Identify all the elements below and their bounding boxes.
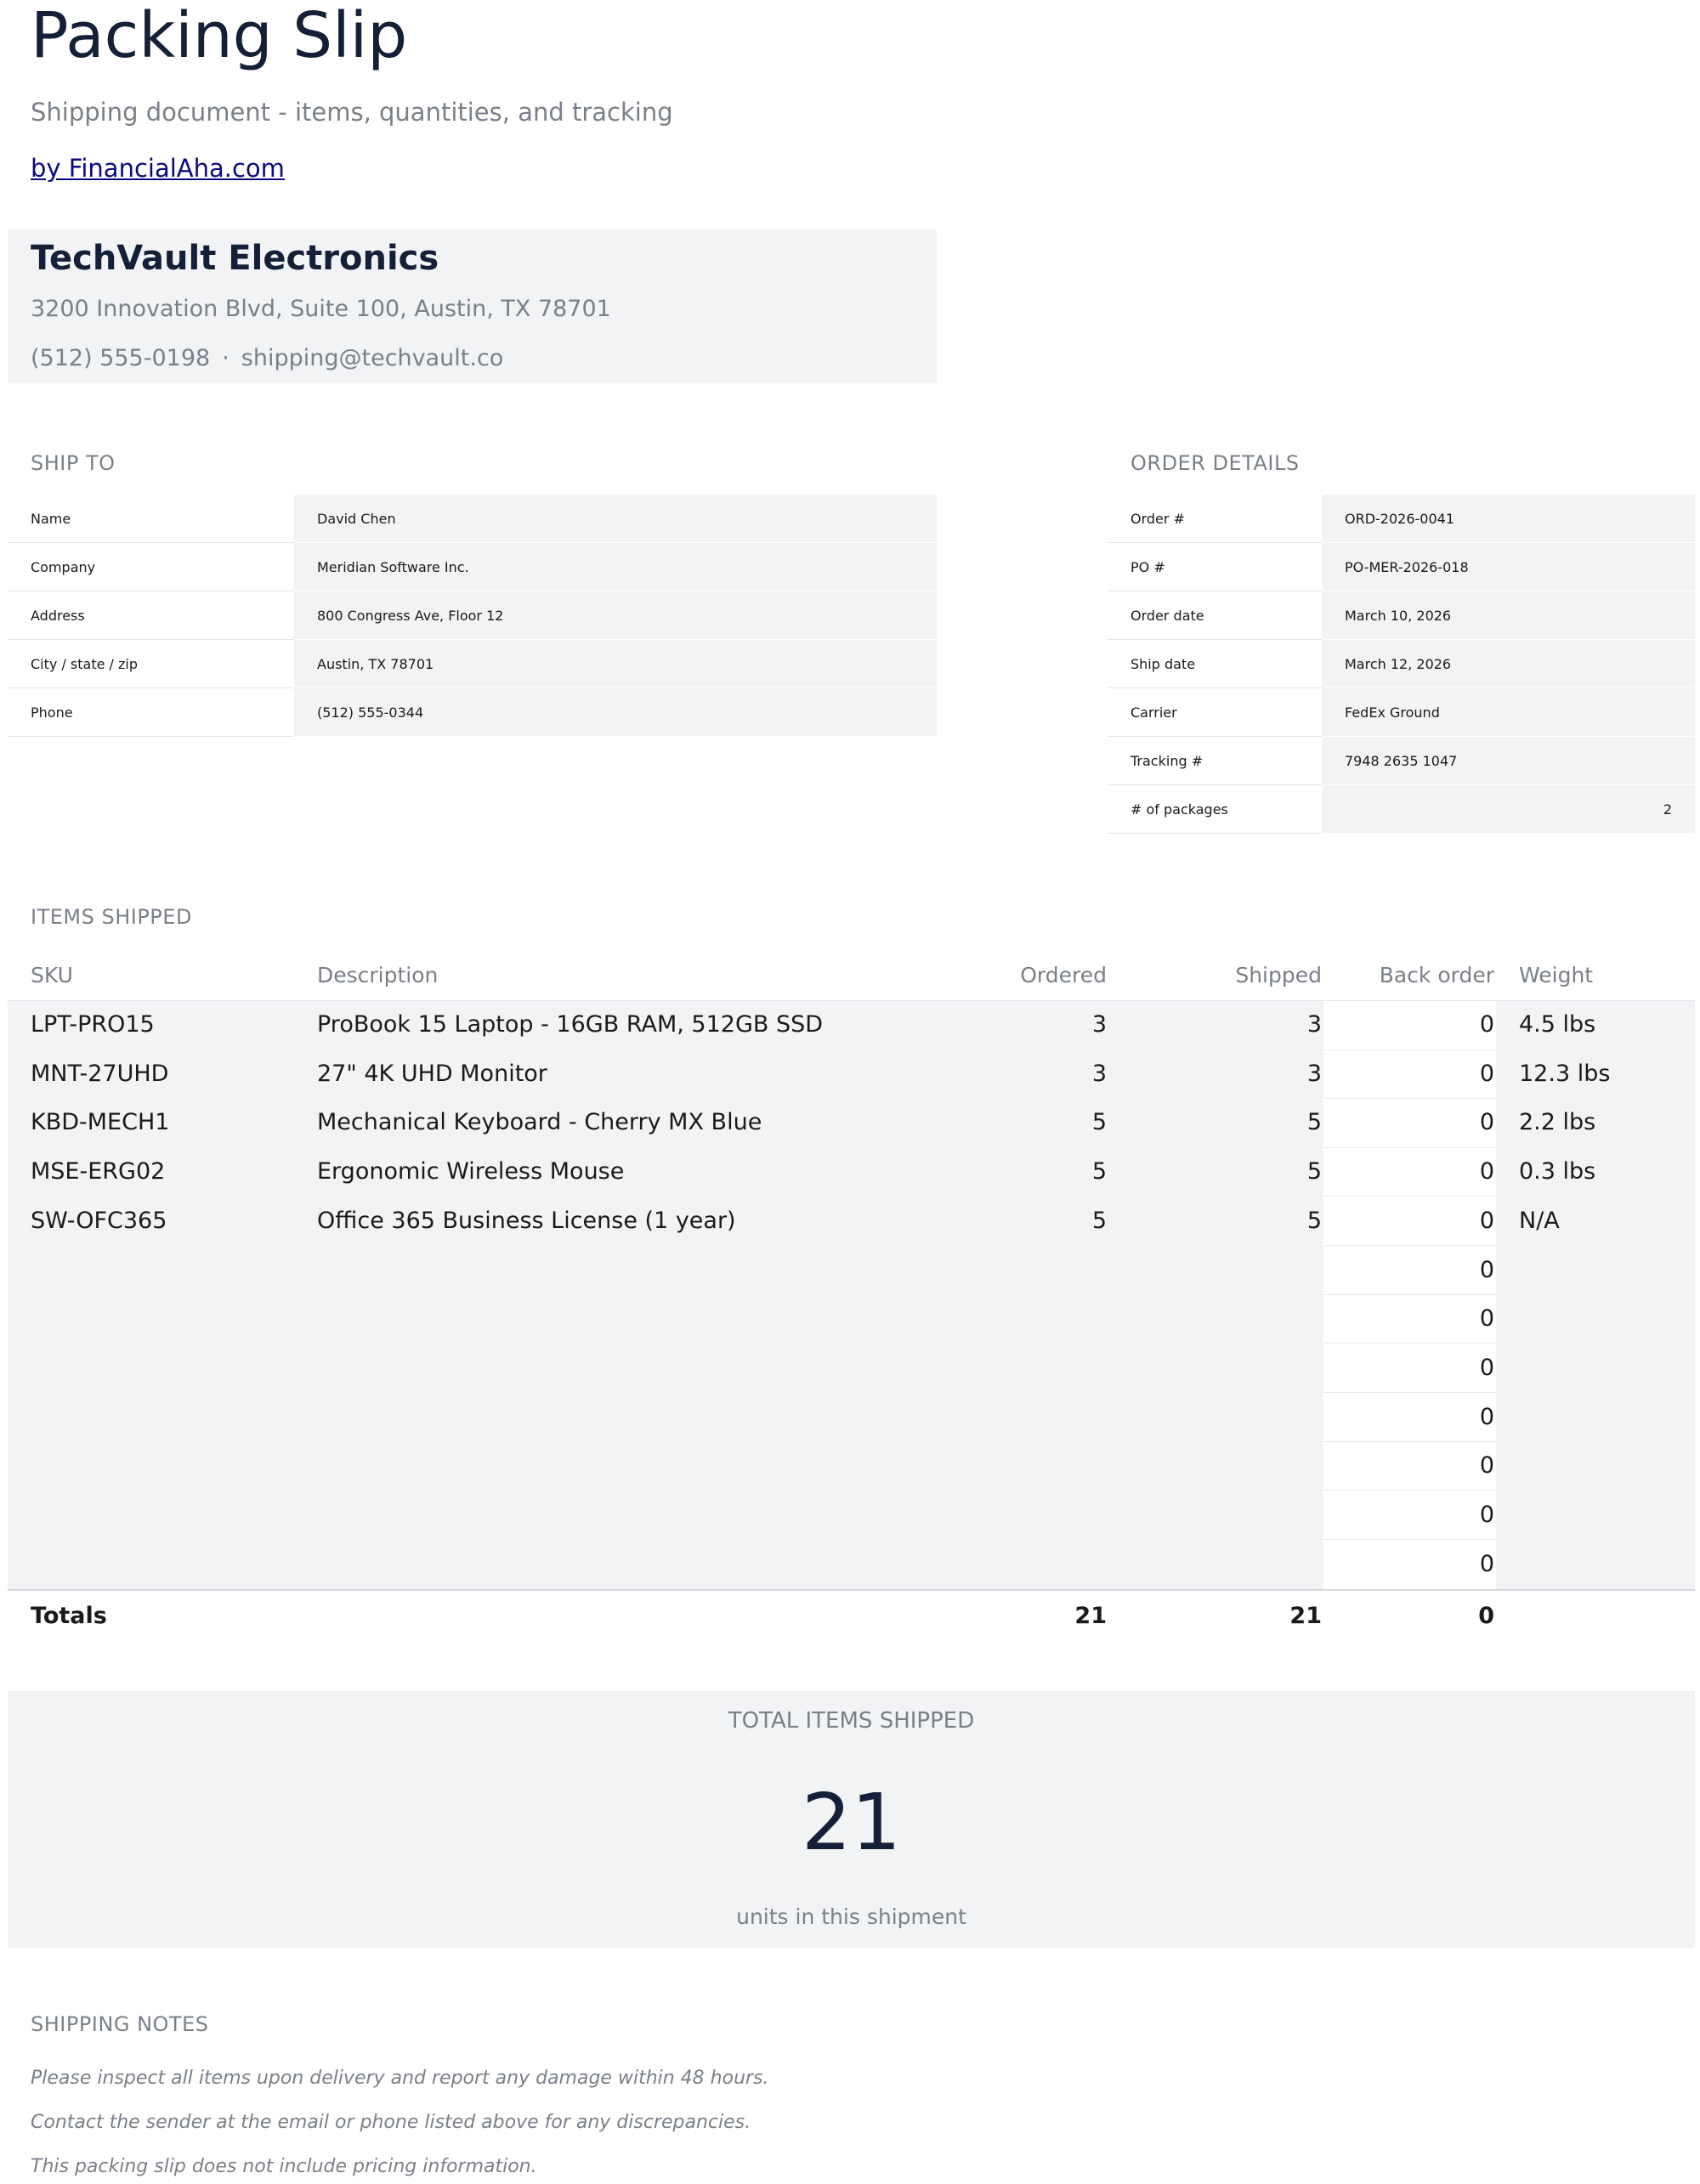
item-weight: 0.3 lbs: [1519, 1158, 1596, 1185]
ship-to-key: Address: [8, 591, 294, 640]
ship-to-row: [8, 640, 937, 688]
item-description: 27" 4K UHD Monitor: [317, 1060, 547, 1087]
item-back-order: 0: [1479, 1207, 1494, 1234]
totals-shipped: 21: [1289, 1603, 1322, 1629]
items-totals-row: [8, 1589, 1695, 1645]
order-details-row: [1108, 785, 1695, 834]
item-sku: SW-OFC365: [31, 1207, 167, 1234]
item-back-order: 0: [1479, 1550, 1494, 1577]
order-details-value: 2: [1322, 785, 1695, 834]
ship-to-row: [8, 495, 937, 543]
totals-back-order: 0: [1478, 1603, 1494, 1629]
company-contact: [31, 344, 503, 373]
ship-to-row: [8, 688, 937, 737]
order-details-value: PO-MER-2026-018: [1322, 543, 1695, 591]
totals-label: Totals: [31, 1603, 107, 1629]
order-details-value: March 10, 2026: [1322, 591, 1695, 640]
table-row: [8, 1050, 1695, 1099]
item-back-order: 0: [1479, 1256, 1494, 1283]
item-back-order: 0: [1479, 1158, 1494, 1185]
order-details-label: ORDER DETAILS: [1130, 451, 1300, 475]
shipping-note: Contact the sender at the email or phone listed above for any discrepancies.: [31, 2112, 751, 2133]
item-description: Mechanical Keyboard - Cherry MX Blue: [317, 1109, 762, 1136]
total-items-panel: [8, 1691, 1695, 1948]
ship-to-value: Meridian Software Inc.: [294, 543, 937, 591]
item-back-order: 0: [1479, 1502, 1494, 1528]
item-shipped: 3: [1306, 1060, 1322, 1087]
ship-to-value: 800 Congress Ave, Floor 12: [294, 591, 937, 640]
item-back-order: 0: [1479, 1109, 1494, 1136]
item-shipped: 5: [1306, 1207, 1322, 1234]
order-details-key: # of packages: [1108, 785, 1322, 834]
table-row: [8, 1344, 1695, 1393]
contact-separator: ·: [222, 345, 230, 371]
item-sku: MNT-27UHD: [31, 1060, 169, 1087]
ship-to-key: Company: [8, 543, 294, 591]
order-details-row: [1108, 737, 1695, 785]
totals-ordered: 21: [1074, 1603, 1107, 1629]
item-ordered: 5: [1091, 1158, 1107, 1185]
item-ordered: 3: [1091, 1060, 1107, 1087]
item-sku: KBD-MECH1: [31, 1109, 170, 1136]
shipping-notes-label: SHIPPING NOTES: [31, 2012, 209, 2036]
order-details-value: FedEx Ground: [1322, 688, 1695, 737]
page-title: Packing Slip: [31, 0, 408, 72]
order-details-row: [1108, 543, 1695, 591]
ship-to-key: Phone: [8, 688, 294, 737]
column-header-ordered: Ordered: [1020, 963, 1107, 987]
order-details-row: [1108, 591, 1695, 640]
table-row: [8, 1491, 1695, 1540]
order-details-key: Carrier: [1108, 688, 1322, 737]
item-back-order: 0: [1479, 1305, 1494, 1332]
item-back-order: 0: [1479, 1452, 1494, 1480]
item-ordered: 5: [1091, 1109, 1107, 1136]
item-ordered: 3: [1091, 1011, 1107, 1038]
order-details-key: Order date: [1108, 591, 1322, 640]
table-row: [8, 1246, 1695, 1295]
table-row: [8, 1147, 1695, 1197]
order-details-value: March 12, 2026: [1322, 640, 1695, 688]
order-details-key: Order #: [1108, 495, 1322, 543]
item-shipped: 5: [1306, 1109, 1322, 1136]
ship-to-value: Austin, TX 78701: [294, 640, 937, 688]
item-ordered: 5: [1091, 1207, 1107, 1234]
source-link[interactable]: by FinancialAha.com: [31, 154, 285, 183]
column-header-shipped: Shipped: [1235, 963, 1322, 987]
table-row: [8, 1540, 1695, 1589]
item-sku: LPT-PRO15: [31, 1011, 155, 1038]
ship-to-row: [8, 591, 937, 640]
table-row: [8, 1393, 1695, 1442]
table-row: [8, 1441, 1695, 1491]
item-weight: 4.5 lbs: [1519, 1011, 1596, 1038]
column-header-sku: SKU: [31, 963, 73, 987]
item-weight: N/A: [1519, 1207, 1560, 1234]
ship-to-value: David Chen: [294, 495, 937, 543]
total-items-unit: units in this shipment: [736, 1904, 966, 1929]
item-weight: 12.3 lbs: [1519, 1060, 1611, 1087]
column-header-description: Description: [317, 963, 439, 987]
company-name: TechVault Electronics: [31, 239, 439, 278]
item-description: Office 365 Business License (1 year): [317, 1207, 736, 1234]
item-back-order: 0: [1479, 1011, 1494, 1038]
company-address: 3200 Innovation Blvd, Suite 100, Austin, TX 78701: [31, 296, 611, 322]
order-details-value: ORD-2026-0041: [1322, 495, 1695, 543]
table-row: [8, 1197, 1695, 1246]
page-subtitle: Shipping document - items, quantities, and tracking: [31, 98, 673, 127]
ship-to-key: City / state / zip: [8, 640, 294, 688]
order-details-row: [1108, 640, 1695, 688]
column-header-back-order: Back order: [1379, 963, 1494, 987]
total-items-label: TOTAL ITEMS SHIPPED: [728, 1708, 975, 1734]
ship-to-key: Name: [8, 495, 294, 543]
order-details-row: [1108, 495, 1695, 543]
order-details-key: PO #: [1108, 543, 1322, 591]
item-description: Ergonomic Wireless Mouse: [317, 1158, 625, 1185]
ship-to-row: [8, 543, 937, 591]
ship-to-label: SHIP TO: [31, 451, 116, 475]
column-header-weight: Weight: [1519, 963, 1594, 987]
shipping-note: This packing slip does not include pricing information.: [31, 2156, 537, 2177]
table-row: [8, 1294, 1695, 1344]
item-description: ProBook 15 Laptop - 16GB RAM, 512GB SSD: [317, 1011, 824, 1038]
ship-to-value: (512) 555-0344: [294, 688, 937, 737]
item-sku: MSE-ERG02: [31, 1158, 166, 1185]
company-email: shipping@techvault.co: [241, 345, 504, 371]
item-back-order: 0: [1479, 1354, 1494, 1381]
company-phone: (512) 555-0198: [31, 345, 211, 371]
item-shipped: 3: [1306, 1011, 1322, 1038]
shipping-note: Please inspect all items upon delivery and report any damage within 48 hours.: [31, 2068, 769, 2089]
order-details-key: Ship date: [1108, 640, 1322, 688]
item-shipped: 5: [1306, 1158, 1322, 1185]
items-table-header: [8, 952, 1695, 999]
order-details-value: 7948 2635 1047: [1322, 737, 1695, 785]
table-row: [8, 1098, 1695, 1147]
items-shipped-label: ITEMS SHIPPED: [31, 905, 192, 929]
order-details-row: [1108, 688, 1695, 737]
total-items-value: 21: [801, 1777, 902, 1868]
item-back-order: 0: [1479, 1060, 1494, 1087]
item-back-order: 0: [1479, 1403, 1494, 1430]
item-weight: 2.2 lbs: [1519, 1109, 1596, 1136]
table-row: [8, 1000, 1695, 1050]
order-details-key: Tracking #: [1108, 737, 1322, 785]
